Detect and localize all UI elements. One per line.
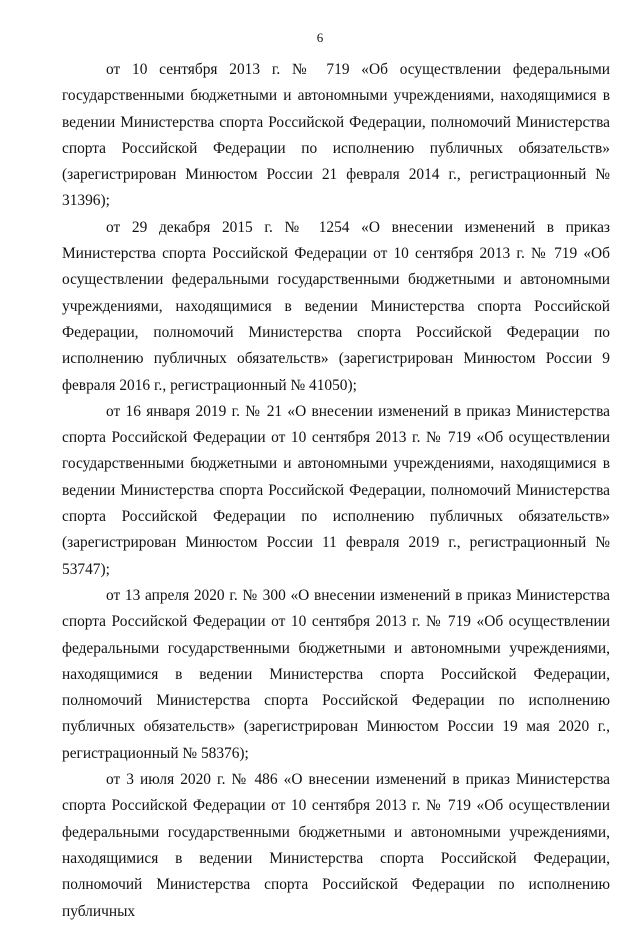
page-number: 6 — [316, 30, 324, 45]
list-item: от 10 сентября 2013 г. № 719 «Об осуществлении федеральными государственными бюджетными и автономными учреждениями, находящимися в ведении Министерства спорта Российской Федерации, полномочий Министерства спорта Российской Федерации по исполнению публичных обязательств» (зарегистрирован Минюстом России 21 февраля 2014 г., регистрационный № 31396); — [62, 61, 610, 210]
list-item: от 16 января 2019 г. № 21 «О внесении изменений в приказ Министерства спорта Российской Федерации от 10 сентября 2013 г. № 719 «Об осуществлении государственными бюджетными и автономными учреждениями, находящимися в ведении Министерства спорта Российской Федерации, полномочий Министерства спорта Российской Федерации по исполнению публичных обязательств» (зарегистрирован Минюстом России 11 февраля 2019 г., регистрационный № 53747); — [62, 402, 610, 578]
list-item: от 29 декабря 2015 г. № 1254 «О внесении изменений в приказ Министерства спорта Российской Федерации от 10 сентября 2013 г. № 719 «Об осуществлении федеральными государственными бюджетными и автономными учреждениями, находящимися в ведении Министерства спорта Российской Федерации, полномочий Министерства спорта Российской Федерации по исполнению публичных обязательств» (зарегистрирован Минюстом России 9 февраля 2016 г., регистрационный № 41050); — [62, 218, 610, 394]
list-item: от 13 апреля 2020 г. № 300 «О внесении изменений в приказ Министерства спорта Российской Федерации от 10 сентября 2013 г. № 719 «Об осуществлении федеральными государственными бюджетными и автономными учреждениями, находящимися в ведении Министерства спорта Российской Федерации, полномочий Министерства спорта Российской Федерации по исполнению публичных обязательств» (зарегистрирован Минюстом России 19 мая 2020 г., регистрационный № 58376); — [62, 586, 610, 762]
list-item: от 3 июля 2020 г. № 486 «О внесении изменений в приказ Министерства спорта Российской Федерации от 10 сентября 2013 г. № 719 «Об осуществлении федеральными государственными бюджетными и автономными учреждениями, находящимися в ведении Министерства спорта Российской Федерации, полномочий Министерства спорта Российской Федерации по исполнению публичных — [62, 771, 610, 920]
document-body — [62, 57, 610, 925]
